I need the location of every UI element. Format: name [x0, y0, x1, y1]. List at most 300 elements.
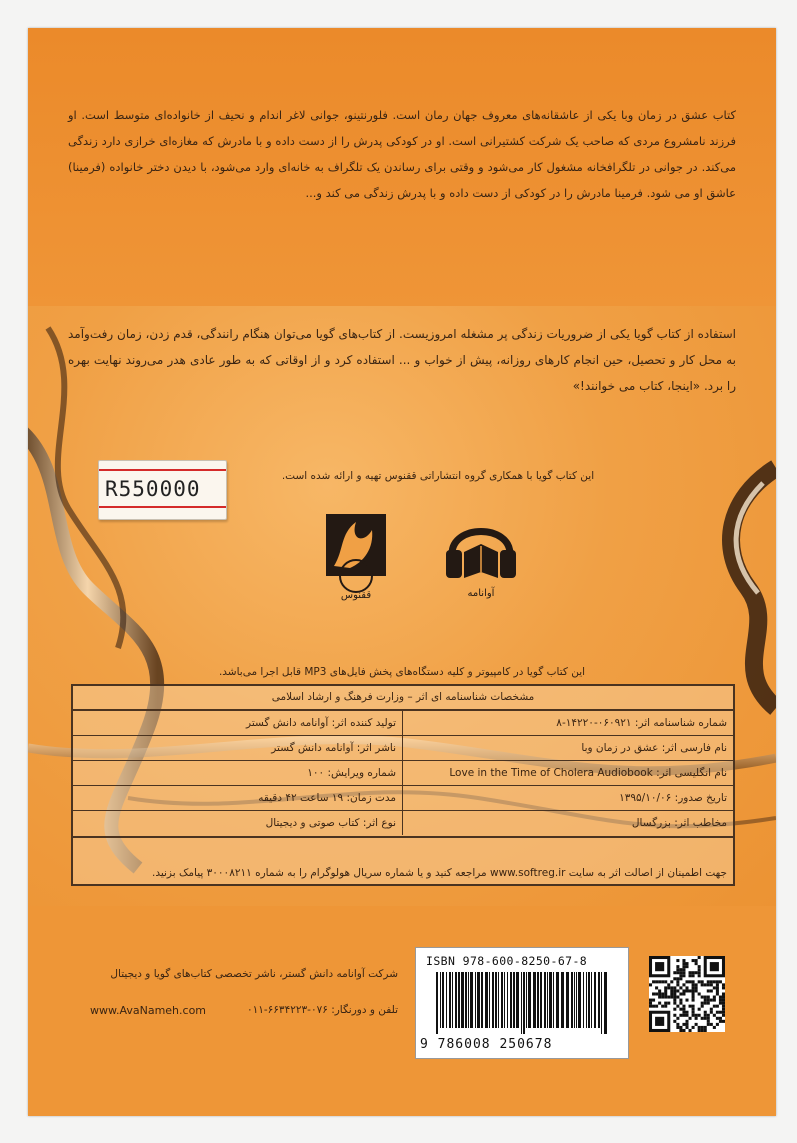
authenticity-note: جهت اطمینان از اصالت اثر به سایت www.softreg.ir مراجعه کنید و یا شماره سریال هولوگرام را به شماره ۳۰۰۰۸۲۱۱ پیامک بزنید.: [151, 867, 727, 879]
qr-module: [707, 1020, 710, 1023]
qr-module: [698, 1014, 701, 1017]
barcode-bar: [553, 972, 554, 1028]
qr-module: [676, 980, 679, 983]
identity-table: [71, 684, 735, 886]
qr-module: [679, 1026, 682, 1029]
qr-module: [667, 1002, 670, 1005]
qr-module: [698, 1026, 701, 1029]
qr-module: [667, 996, 670, 999]
qr-module: [722, 983, 725, 986]
barcode-bar: [513, 972, 515, 1028]
qr-module: [704, 1017, 707, 1020]
barcode-bar: [468, 972, 469, 1028]
qr-module: [701, 1005, 704, 1008]
price-sticker-top-line: [99, 469, 226, 471]
qr-module: [682, 1014, 685, 1017]
qr-module: [673, 999, 676, 1002]
qr-module: [722, 1020, 725, 1023]
qr-module: [685, 962, 688, 965]
qr-module: [676, 996, 679, 999]
barcode-digits: 9 786008 250678: [420, 1037, 553, 1052]
qr-module: [658, 1002, 661, 1005]
barcode-bar: [594, 972, 596, 1028]
qr-module: [722, 1002, 725, 1005]
barcode-bar: [583, 972, 584, 1028]
qr-module: [685, 965, 688, 968]
qr-module: [719, 1020, 722, 1023]
book-back-cover: [28, 28, 776, 1116]
qr-module: [679, 1008, 682, 1011]
qr-module: [682, 989, 685, 992]
qr-module: [673, 1014, 676, 1017]
qr-module: [719, 980, 722, 983]
qr-module: [698, 968, 701, 971]
qr-module: [713, 996, 716, 999]
qr-module: [722, 1008, 725, 1011]
qr-module: [695, 986, 698, 989]
qr-module: [716, 1023, 719, 1026]
barcode-bar: [485, 972, 488, 1028]
qr-module: [682, 983, 685, 986]
barcode-bar: [475, 972, 476, 1028]
qr-module: [722, 1005, 725, 1008]
qr-module: [716, 1005, 719, 1008]
table-row: [73, 761, 733, 786]
qr-module: [664, 996, 667, 999]
barcode-bar: [446, 972, 447, 1028]
barcode-bar: [566, 972, 569, 1028]
qr-module: [713, 980, 716, 983]
qr-module: [692, 989, 695, 992]
qr-module: [701, 1026, 704, 1029]
qr-module: [707, 983, 710, 986]
qr-module: [682, 1005, 685, 1008]
barcode-bar: [501, 972, 503, 1028]
qr-module: [722, 999, 725, 1002]
qr-module: [658, 992, 661, 995]
qr-module: [692, 992, 695, 995]
qr-module: [658, 996, 661, 999]
qr-module: [682, 1008, 685, 1011]
qr-module: [676, 1026, 679, 1029]
credit-line: این کتاب گویا با همکاری گروه انتشاراتی ققنوس تهیه و ارائه شده است.: [281, 470, 595, 482]
barcode-bar: [533, 972, 536, 1028]
table-cell: تولید کننده اثر: آوانامه دانش گستر: [73, 711, 403, 735]
barcode-bar: [465, 972, 467, 1028]
qr-module: [652, 980, 655, 983]
qr-module: [707, 996, 710, 999]
barcode-bar: [436, 972, 438, 1034]
barcode-bar: [452, 972, 453, 1028]
qr-module: [716, 1017, 719, 1020]
qr-module: [682, 1011, 685, 1014]
qr-module: [685, 986, 688, 989]
qr-module: [707, 980, 710, 983]
barcode-bars: [436, 972, 608, 1034]
qr-module: [655, 980, 658, 983]
table-row: [73, 711, 733, 736]
qr-module: [679, 992, 682, 995]
price-sticker-bottom-line: [99, 506, 226, 508]
qr-module: [649, 999, 652, 1002]
qr-finder-square: [655, 962, 664, 971]
table-row: [73, 786, 733, 811]
qr-module: [698, 956, 701, 959]
qr-module: [716, 1011, 719, 1014]
qr-module: [664, 1005, 667, 1008]
qr-module: [695, 983, 698, 986]
qr-module: [679, 1002, 682, 1005]
qr-module: [679, 977, 682, 980]
qoqnoos-logo-label: ققنوس: [340, 590, 372, 601]
qr-module: [682, 1023, 685, 1026]
qr-module: [664, 986, 667, 989]
table-row: [73, 736, 733, 761]
qr-module: [722, 986, 725, 989]
table-cell: نام انگلیسی اثر: Love in the Time of Cholera Audiobook: [449, 767, 727, 779]
qr-module: [716, 992, 719, 995]
qr-module: [701, 996, 704, 999]
qr-module: [679, 1029, 682, 1032]
qr-module: [685, 1011, 688, 1014]
qr-module: [658, 989, 661, 992]
qr-module: [676, 977, 679, 980]
qr-module: [698, 971, 701, 974]
qr-module: [673, 977, 676, 980]
qr-module: [676, 1017, 679, 1020]
barcode-bar: [537, 972, 539, 1028]
qr-module: [719, 1017, 722, 1020]
publisher-phone: تلفن و دورنگار: ۰۷۶-۶۶۳۴۲۲۳-۰۱۱: [246, 1004, 398, 1016]
qr-module: [710, 1011, 713, 1014]
qr-module: [676, 965, 679, 968]
qr-module: [655, 1005, 658, 1008]
identity-table-heading: مشخصات شناسنامه ای اثر – وزارت فرهنگ و ارشاد اسلامی: [73, 686, 733, 711]
qr-module: [692, 971, 695, 974]
barcode-bar: [455, 972, 457, 1028]
qr-module: [673, 992, 676, 995]
qr-module: [670, 996, 673, 999]
qr-module: [682, 959, 685, 962]
isbn-barcode: [415, 947, 629, 1059]
barcode-bar: [510, 972, 512, 1028]
barcode-bar: [574, 972, 575, 1028]
qr-module: [649, 1005, 652, 1008]
qr-module: [670, 980, 673, 983]
barcode-bar: [521, 972, 522, 1034]
qr-module: [673, 989, 676, 992]
publisher-website: www.AvaNameh.com: [90, 1004, 207, 1017]
qr-module: [716, 989, 719, 992]
qr-module: [649, 983, 652, 986]
qr-module: [695, 989, 698, 992]
qr-module: [655, 986, 658, 989]
isbn-text: ISBN 978-600-8250-67-8: [426, 954, 588, 968]
barcode-bar: [604, 972, 607, 1034]
qr-module: [707, 989, 710, 992]
barcode-bar: [495, 972, 497, 1028]
qr-finder-square: [710, 962, 719, 971]
qr-module: [673, 986, 676, 989]
table-row: [73, 811, 733, 838]
qr-module: [652, 999, 655, 1002]
qr-module: [698, 1029, 701, 1032]
qr-module: [679, 999, 682, 1002]
qr-module: [649, 1002, 652, 1005]
qr-module: [692, 974, 695, 977]
publisher-description: شرکت آوانامه دانش گستر، ناشر تخصصی کتاب‌های گویا و دیجیتال: [110, 968, 398, 980]
table-cell: ناشر اثر: آوانامه دانش گستر: [73, 736, 403, 760]
qr-module: [704, 1002, 707, 1005]
qr-module: [713, 986, 716, 989]
qr-module: [689, 989, 692, 992]
qr-module: [682, 968, 685, 971]
table-cell: شماره شناسنامه اثر: ۰۶۰۹۲۱-۱۴۲۲۰-۸: [556, 717, 727, 729]
qr-module: [710, 980, 713, 983]
qr-module: [704, 1026, 707, 1029]
qr-module: [719, 999, 722, 1002]
qr-module: [682, 971, 685, 974]
qr-module: [722, 1014, 725, 1017]
qr-module: [716, 986, 719, 989]
qr-module: [713, 1005, 716, 1008]
barcode-bar: [498, 972, 499, 1028]
qr-finder-square: [655, 1017, 664, 1026]
qr-module: [716, 983, 719, 986]
barcode-bar: [576, 972, 577, 1028]
qr-module: [658, 980, 661, 983]
qr-module: [655, 992, 658, 995]
qr-module: [698, 980, 701, 983]
qr-module: [701, 980, 704, 983]
qr-module: [695, 1017, 698, 1020]
avanameh-logo-label: آوانامه: [467, 588, 495, 599]
qr-module: [719, 1011, 722, 1014]
qr-module: [679, 986, 682, 989]
table-cell: تاریخ صدور: ۱۳۹۵/۱۰/۰۶: [619, 792, 727, 804]
barcode-bar: [591, 972, 592, 1028]
avanameh-logo: [442, 510, 520, 602]
qr-module: [664, 989, 667, 992]
qr-module: [676, 968, 679, 971]
barcode-bar: [586, 972, 587, 1028]
qr-module: [704, 983, 707, 986]
qr-module: [698, 965, 701, 968]
qr-module: [719, 996, 722, 999]
qr-module: [664, 980, 667, 983]
qr-module: [661, 980, 664, 983]
qr-module: [689, 971, 692, 974]
barcode-bar: [504, 972, 505, 1028]
barcode-bar: [458, 972, 460, 1028]
qr-module: [689, 980, 692, 983]
qr-module: [692, 986, 695, 989]
barcode-bar: [598, 972, 600, 1028]
price-sticker: [98, 460, 227, 520]
qr-module: [670, 986, 673, 989]
qr-module: [685, 999, 688, 1002]
qr-module: [707, 1014, 710, 1017]
qr-module: [652, 1005, 655, 1008]
barcode-bar: [528, 972, 531, 1028]
qr-module: [673, 971, 676, 974]
qr-module: [707, 1002, 710, 1005]
qr-module: [679, 974, 682, 977]
qr-module: [682, 965, 685, 968]
qr-module: [673, 1008, 676, 1011]
mp3-compatibility-note: این کتاب گویا در کامپیوتر و کلیه دستگاه‌های پخش فایل‌های MP3 قابل اجرا می‌باشد.: [218, 666, 586, 678]
qr-module: [673, 1002, 676, 1005]
qr-module: [701, 983, 704, 986]
qr-module: [710, 999, 713, 1002]
qr-module: [667, 983, 670, 986]
qr-module: [692, 1005, 695, 1008]
qr-module: [682, 1029, 685, 1032]
barcode-bar: [516, 972, 519, 1028]
qr-module: [713, 1014, 716, 1017]
barcode-bar: [449, 972, 451, 1028]
price-value: R550000: [105, 477, 201, 501]
qr-module: [698, 1008, 701, 1011]
barcode-bar: [440, 972, 441, 1028]
barcode-bar: [442, 972, 444, 1028]
qr-module: [692, 983, 695, 986]
qr-module: [667, 986, 670, 989]
qr-module: [698, 974, 701, 977]
qr-module: [710, 989, 713, 992]
qr-module: [676, 959, 679, 962]
qr-module: [670, 989, 673, 992]
qr-module: [692, 999, 695, 1002]
barcode-bar: [470, 972, 473, 1028]
qr-module: [692, 996, 695, 999]
qr-module: [682, 992, 685, 995]
qr-module: [661, 992, 664, 995]
table-cell: نوع اثر: کتاب صوتی و دیجیتال: [73, 811, 403, 835]
barcode-bar: [601, 972, 602, 1034]
qr-module: [695, 971, 698, 974]
qr-module: [695, 962, 698, 965]
barcode-bar: [578, 972, 581, 1028]
qr-module: [682, 974, 685, 977]
qr-module: [701, 1002, 704, 1005]
qr-module: [713, 1026, 716, 1029]
qr-module: [685, 1014, 688, 1017]
barcode-bar: [477, 972, 480, 1028]
qr-module: [704, 996, 707, 999]
barcode-bar: [571, 972, 573, 1028]
qr-module: [685, 989, 688, 992]
table-cell: مخاطب اثر: بزرگسال: [631, 817, 727, 829]
qr-module: [695, 959, 698, 962]
qr-module: [664, 992, 667, 995]
qr-module: [704, 999, 707, 1002]
qr-module: [701, 1029, 704, 1032]
qr-module: [692, 1008, 695, 1011]
qr-module: [692, 980, 695, 983]
table-cell: شماره ویرایش: ۱۰۰: [73, 761, 403, 785]
barcode-bar: [544, 972, 546, 1028]
qr-module: [676, 983, 679, 986]
barcode-bar: [492, 972, 494, 1028]
qr-module: [670, 992, 673, 995]
qr-module: [682, 962, 685, 965]
qr-module: [707, 999, 710, 1002]
qr-module: [704, 1011, 707, 1014]
qr-module: [685, 980, 688, 983]
qr-module: [679, 968, 682, 971]
barcode-bar: [549, 972, 552, 1028]
qr-module: [692, 1026, 695, 1029]
qoqnoos-logo: [320, 510, 392, 602]
qr-module: [685, 1023, 688, 1026]
barcode-bar: [556, 972, 559, 1028]
qr-module: [685, 1026, 688, 1029]
qr-module: [704, 1014, 707, 1017]
qr-module: [722, 996, 725, 999]
qr-module: [661, 1005, 664, 1008]
qr-module: [704, 1029, 707, 1032]
qr-module: [685, 1020, 688, 1023]
qr-module: [664, 1002, 667, 1005]
qr-module: [722, 1011, 725, 1014]
audiobook-intro-text: استفاده از کتاب گویا یکی از ضروریات زندگی پر مشغله امروزیست. از کتاب‌های گویا می‌توان هنگام رانندگی، قدم زدن، زمان رفت‌وآمد به محل کار و تحصیل، حین انجام کارهای روزانه، پیش از خواب و ... استفاده کرد و از اوقاتی که به طور عادی هدر می‌روند نهایت بهره را برد. «اینجا، کتاب می خوانند!»: [68, 327, 736, 393]
qr-module: [676, 1005, 679, 1008]
qr-module: [679, 971, 682, 974]
qr-module: [698, 992, 701, 995]
barcode-bar: [507, 972, 508, 1028]
qr-module: [707, 1023, 710, 1026]
qr-module: [692, 1014, 695, 1017]
qr-module: [689, 1005, 692, 1008]
barcode-bar: [547, 972, 548, 1028]
qr-module: [695, 1014, 698, 1017]
qr-module: [689, 1029, 692, 1032]
barcode-bar: [523, 972, 525, 1034]
qr-module: [710, 1023, 713, 1026]
qr-module: [710, 983, 713, 986]
qr-module: [692, 959, 695, 962]
barcode-bar: [540, 972, 542, 1028]
qr-module: [722, 992, 725, 995]
barcode-bar: [588, 972, 590, 1028]
qr-module: [689, 1017, 692, 1020]
barcode-bar: [461, 972, 464, 1028]
qr-module: [676, 989, 679, 992]
qr-module: [707, 1017, 710, 1020]
table-cell: مدت زمان: ۱۹ ساعت ۴۲ دقیقه: [73, 786, 403, 810]
qr-module: [661, 996, 664, 999]
qr-module: [719, 1002, 722, 1005]
synopsis-text: کتاب عشق در زمان وبا یکی از عاشقانه‌های معروف جهان رمان است. فلورنتینو، جوانی لاغر اندام و نحیف از خانواده‌ای متوسط است. او فرزند نامشروع مردی که صاحب یک شرکت کشتیرانی است. او در کودکی پدرش را از دست داده و با مادرش که مغازه‌ای خرازی دارد زندگی می‌کند. در جوانی در تلگرافخانه مشغول کار می‌شود و وقتی برای رساندن یک تلگراف به خانه‌ای وارد می‌شود، با دیدن دختر خانواده (فرمینا) عاشق او می شود. فرمینا مادرش را در کودکی از دست داده و با پدرش زندگی می کند و...: [68, 108, 736, 200]
qr-module: [673, 996, 676, 999]
qr-module: [676, 971, 679, 974]
qr-module: [713, 999, 716, 1002]
qr-module: [673, 1020, 676, 1023]
qr-module: [679, 1014, 682, 1017]
qr-module: [692, 1011, 695, 1014]
qr-module: [701, 1017, 704, 1020]
qr-module: [716, 980, 719, 983]
qr-code: [649, 956, 725, 1032]
barcode-bar: [526, 972, 527, 1028]
qr-module: [695, 1023, 698, 1026]
table-cell: نام فارسی اثر: عشق در زمان وبا: [581, 742, 727, 754]
qr-module: [676, 1023, 679, 1026]
barcode-bar: [489, 972, 490, 1028]
qr-module: [710, 1008, 713, 1011]
qr-module: [689, 974, 692, 977]
